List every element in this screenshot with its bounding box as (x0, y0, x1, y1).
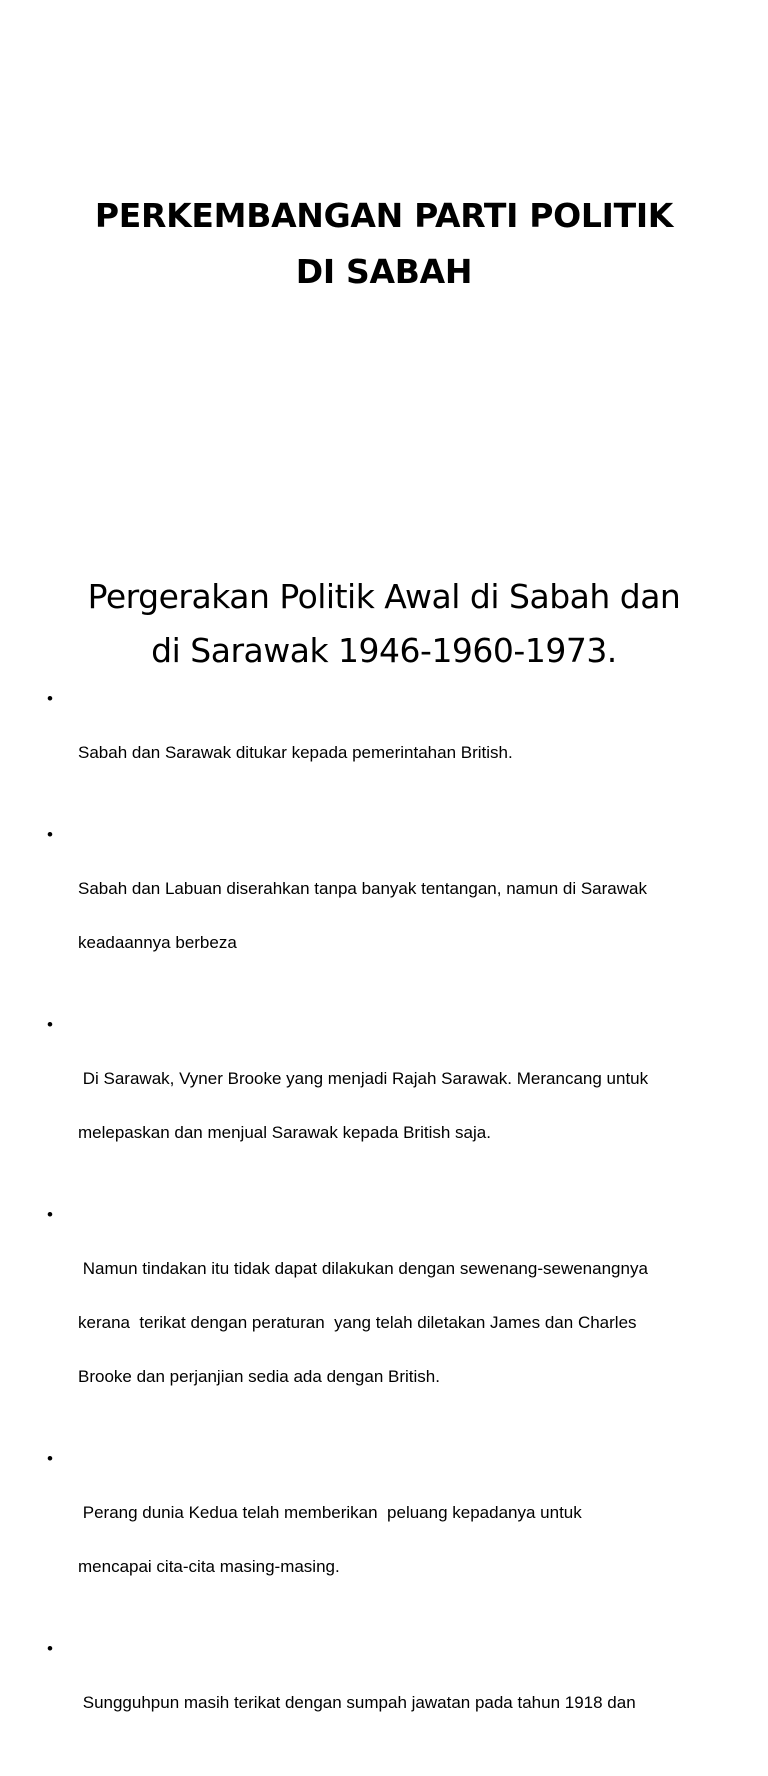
bullet-dot: • (47, 1205, 53, 1224)
bullet-text: Brooke dan perjanjian sedia ada dengan British. (78, 1367, 440, 1386)
bullet-text: Sungguhpun masih terikat dengan sumpah jawatan pada tahun 1918 dan (78, 1693, 636, 1712)
section-title (0, 570, 768, 678)
bullet-text: Sabah dan Labuan diserahkan tanpa banyak tentangan, namun di Sarawak (78, 879, 647, 898)
main-title-line: PERKEMBANGAN PARTI POLITIK (94, 196, 674, 235)
bullet-text: Sabah dan Sarawak ditukar kepada pemerintahan British. (78, 743, 513, 762)
bullet-dot: • (47, 825, 53, 844)
main-title-line: DI SABAH (295, 252, 473, 291)
bullet-text: Di Sarawak, Vyner Brooke yang menjadi Rajah Sarawak. Merancang untuk (78, 1069, 649, 1088)
bullet-list (0, 690, 768, 1776)
bullet-dot: • (47, 689, 53, 708)
section-title-line: Pergerakan Politik Awal di Sabah dan (87, 577, 681, 616)
bullet-dot: • (47, 1015, 53, 1034)
main-title (0, 188, 768, 300)
bullet-text: keadaannya berbeza (78, 933, 237, 952)
bullet-item (0, 1016, 768, 1178)
bullet-item (0, 1206, 768, 1422)
bullet-item (0, 1640, 768, 1748)
bullet-item (0, 1450, 768, 1612)
bullet-text: Perang dunia Kedua telah memberikan peluang kepadanya untuk (78, 1503, 582, 1522)
bullet-text: melepaskan dan menjual Sarawak kepada British saja. (78, 1123, 491, 1142)
bullet-item (0, 690, 768, 798)
bullet-dot: • (47, 1639, 53, 1658)
bullet-dot: • (47, 1449, 53, 1468)
bullet-text: Namun tindakan itu tidak dapat dilakukan dengan sewenang-sewenangnya (78, 1259, 648, 1278)
bullet-item (0, 826, 768, 988)
section-title-line: di Sarawak 1946-1960-1973. (151, 631, 617, 670)
bullet-text: mencapai cita-cita masing-masing. (78, 1557, 340, 1576)
bullet-text: kerana terikat dengan peraturan yang telah diletakan James dan Charles (78, 1313, 637, 1332)
